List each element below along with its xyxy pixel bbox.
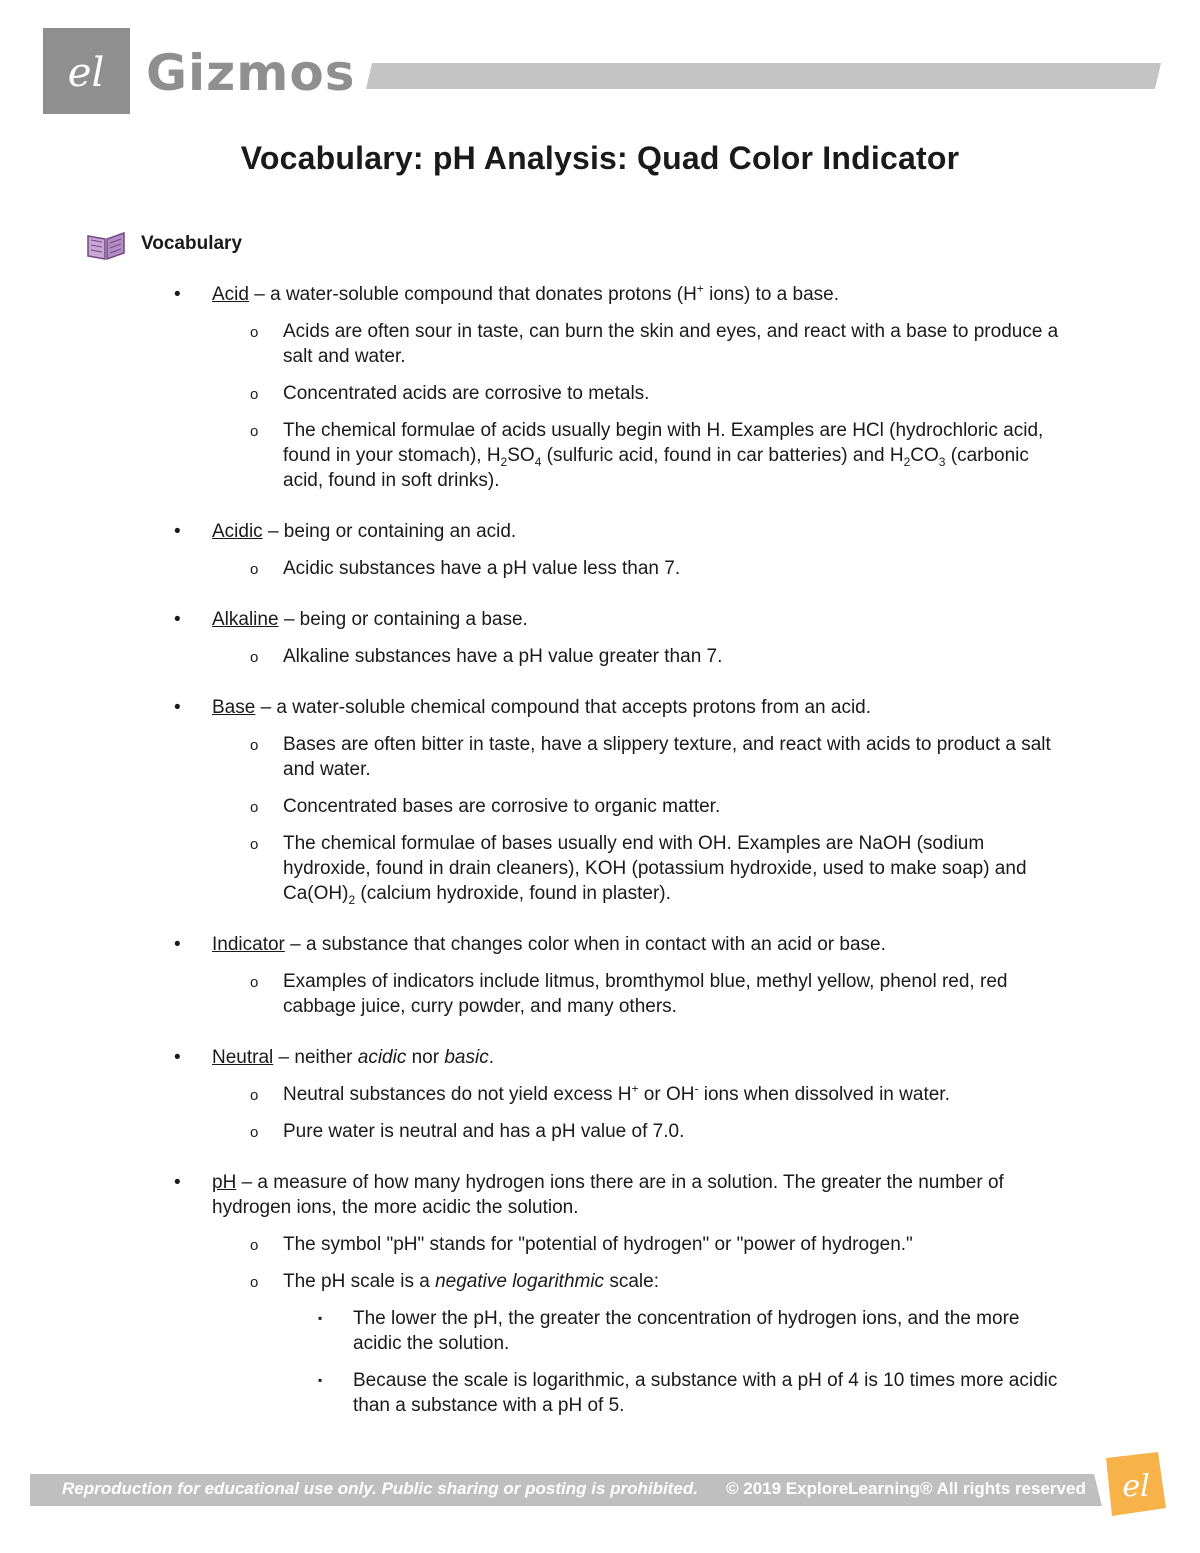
italic-text: negative logarithmic <box>435 1271 605 1292</box>
term-definition <box>0 607 1200 632</box>
sub-point-text: Acidic substances have a pH value less than 7. <box>283 558 681 579</box>
term-definition <box>0 1170 1200 1220</box>
bullet: o <box>250 1087 259 1104</box>
definition-text: – a substance that changes color when in contact with an acid or base. <box>284 934 886 955</box>
term-definition <box>0 932 1200 957</box>
sub-point-text: (sulfuric acid, found in car batteries) and H <box>541 445 904 466</box>
term-alkaline <box>0 607 1200 669</box>
el-logo-icon <box>1098 1450 1168 1520</box>
book-icon <box>85 230 127 262</box>
term-base <box>0 695 1200 906</box>
bullet: • <box>174 521 181 542</box>
footer-notice: Reproduction for educational use only. Public sharing or posting is prohibited. <box>62 1479 698 1498</box>
term-ph <box>0 1170 1200 1418</box>
sub-point-text: Neutral substances do not yield excess H <box>283 1084 632 1105</box>
bullet: o <box>250 423 259 440</box>
sub-point-text: Pure water is neutral and has a pH value of 7.0. <box>283 1121 685 1142</box>
subscript: 3 <box>938 454 946 469</box>
sub-point-text: The pH scale is a <box>283 1271 436 1292</box>
definition-text: – a water-soluble chemical compound that accepts protons from an acid. <box>255 697 872 718</box>
sub-point <box>0 644 1200 669</box>
sub-point-text: or OH <box>638 1084 695 1105</box>
definition-text: – being or containing a base. <box>278 609 528 630</box>
bullet: o <box>250 1274 259 1291</box>
italic-text: acidic <box>357 1047 407 1068</box>
definition-text: ions) to a base. <box>703 284 840 305</box>
subscript: 2 <box>903 454 911 469</box>
superscript: + <box>696 281 704 296</box>
sub-point <box>0 418 1200 493</box>
definition-text: – being or containing an acid. <box>262 521 517 542</box>
sub-point-text: Alkaline substances have a pH value greater than 7. <box>283 646 723 667</box>
sub-point-text: ions when dissolved in water. <box>698 1084 950 1105</box>
sub-sub-point <box>0 1368 1200 1418</box>
term-name: Base <box>212 697 256 718</box>
bullet: ▪ <box>318 1311 323 1325</box>
term-acidic <box>0 519 1200 581</box>
sub-point <box>0 1082 1200 1107</box>
sub-point <box>0 556 1200 581</box>
bullet: • <box>174 1047 181 1068</box>
sub-point-text: scale: <box>604 1271 659 1292</box>
bullet: • <box>174 1172 181 1193</box>
sub-point-text: (calcium hydroxide, found in plaster). <box>355 883 671 904</box>
sub-point-text: The chemical formulae of bases usually end with OH. Examples are NaOH (sodium hydroxide, found in drain cleaners), KOH (potassium hydroxide, used to make soap) and Ca(OH) <box>283 833 1027 904</box>
term-definition <box>0 519 1200 544</box>
term-definition <box>0 282 1200 307</box>
bullet: o <box>250 737 259 754</box>
sub-sub-point-text: The lower the pH, the greater the concentration of hydrogen ions, and the more acidic the solution. <box>353 1308 1020 1354</box>
bullet: • <box>174 609 181 630</box>
bullet: o <box>250 1237 259 1254</box>
gizmos-logo <box>43 28 130 114</box>
italic-text: basic <box>444 1047 489 1068</box>
sub-sub-point <box>0 1306 1200 1356</box>
sub-point <box>0 831 1200 906</box>
definition-text: – neither <box>273 1047 358 1068</box>
term-definition <box>0 695 1200 720</box>
page-title: Vocabulary: pH Analysis: Quad Color Indicator <box>240 140 960 176</box>
term-name: Acid <box>212 284 249 305</box>
svg-text:el: el <box>1122 1469 1150 1504</box>
sub-point-text: (carbonic acid, found in soft drinks). <box>283 445 1029 491</box>
sub-point <box>0 969 1200 1019</box>
bullet: o <box>250 1124 259 1141</box>
bullet: • <box>174 934 181 955</box>
subscript: 2 <box>500 454 508 469</box>
bullet: • <box>174 697 181 718</box>
sub-sub-point-text: Because the scale is logarithmic, a substance with a pH of 4 is 10 times more acidic than a substance with a pH of 5. <box>353 1370 1058 1416</box>
bullet: o <box>250 836 259 853</box>
sub-point <box>0 1232 1200 1257</box>
bullet: o <box>250 561 259 578</box>
term-name: Indicator <box>212 934 285 955</box>
term-indicator <box>0 932 1200 1019</box>
bullet: o <box>250 649 259 666</box>
sub-point-text: SO <box>507 445 535 466</box>
definition-text: – a water-soluble compound that donates protons (H <box>248 284 697 305</box>
superscript: - <box>694 1081 699 1096</box>
definition-text: nor <box>406 1047 445 1068</box>
bullet: o <box>250 386 259 403</box>
sub-point-text: Concentrated acids are corrosive to metals. <box>283 383 650 404</box>
term-definition <box>0 1045 1200 1070</box>
term-name: Acidic <box>212 521 263 542</box>
bullet: o <box>250 799 259 816</box>
sub-point-text: Concentrated bases are corrosive to organic matter. <box>283 796 721 817</box>
section-heading: Vocabulary <box>141 233 243 254</box>
el-logo-icon <box>43 28 130 114</box>
sub-point-text: The symbol "pH" stands for "potential of hydrogen" or "power of hydrogen." <box>283 1234 913 1255</box>
sub-point-text: Examples of indicators include litmus, bromthymol blue, methyl yellow, phenol red, red cabbage juice, curry powder, and many others. <box>283 971 1008 1017</box>
term-name: Alkaline <box>212 609 279 630</box>
bullet: • <box>174 284 181 305</box>
term-neutral <box>0 1045 1200 1144</box>
bullet: ▪ <box>318 1373 323 1387</box>
bullet: o <box>250 324 259 341</box>
header-bar <box>366 63 1161 89</box>
brand-name: Gizmos <box>146 44 356 102</box>
sub-point-text: The chemical formulae of acids usually begin with H. Examples are HCl (hydrochloric acid, found in your stomach), H <box>283 420 1044 466</box>
vocabulary-list <box>0 282 1200 1444</box>
term-name: Neutral <box>212 1047 274 1068</box>
superscript: + <box>631 1081 639 1096</box>
sub-point <box>0 1119 1200 1144</box>
sub-point <box>0 732 1200 782</box>
bullet: o <box>250 974 259 991</box>
svg-text:el: el <box>67 50 105 96</box>
subscript: 2 <box>348 892 356 907</box>
subscript: 4 <box>534 454 542 469</box>
definition-text: – a measure of how many hydrogen ions there are in a solution. The greater the number of hydrogen ions, the more acidic the solution. <box>212 1172 1004 1218</box>
sub-point-text: Acids are often sour in taste, can burn the skin and eyes, and react with a base to produce a salt and water. <box>283 321 1059 367</box>
sub-point-text: Bases are often bitter in taste, have a slippery texture, and react with acids to product a salt and water. <box>283 734 1051 780</box>
sub-point <box>0 794 1200 819</box>
sub-point <box>0 381 1200 406</box>
definition-text: . <box>488 1047 494 1068</box>
sub-point <box>0 319 1200 369</box>
footer-copyright: © 2019 ExploreLearning® All rights reserved <box>726 1479 1086 1498</box>
term-acid <box>0 282 1200 493</box>
sub-point <box>0 1269 1200 1294</box>
term-name: pH <box>212 1172 237 1193</box>
sub-point-text: CO <box>910 445 939 466</box>
